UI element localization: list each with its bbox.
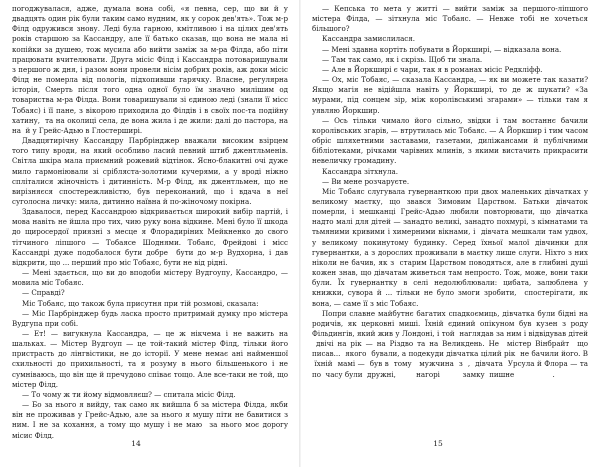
page-number-left: 14: [131, 439, 141, 448]
right-paragraph: Міс Тобаяс слугувала гувернанткою при двох маленьких дівчатках у великому маєтку, що звався Зимовим Царством. Батьки дівчаток померли, і мешканці Грейс-Адью любили повторювати, що дівчатка надто малі для дітей — занадто великі, занадто похмурі, з кімнатами та тьмяними кривими і химерними вікнами, і дівчата мешкали там удвох, у великому покинутому будинку. Серед їхньої малої дівчинки для гувернантки, а з дорослих проживали в маєтку лише слуги. Ніхто з них ніколи не бачив, як з старим Царством поводяться, але в глибині душі кожен знав, що дівчатам живеться там непросто. Тож, може, вони таки були. Їх гувернантку в селі недолюблювали: цибата, залюблена у книжки, сувора й ... тільки не було змоги зробити, спостерігати, як вона, — саме її з міс Тобаяс.: [312, 186, 588, 308]
right-page-text: [312, 4, 588, 434]
left-paragraph: — Мені здається, що ви до вподоби містеру Вудгоупу, Кассандро, — мовила міс Тобаяс.: [12, 268, 288, 288]
left-paragraph: — Бо за нього я вийду, так само як вийшла б за містера Філда, якби він не проживав у Грейс-Адью, але за нього я мушу піти не бавитися з ним. І не за кохання, а тому що мушу і не маю за нього моє дорогу місис Філд.: [12, 400, 288, 440]
left-paragraph: Міс Тобаяс, що також була присутня при тій розмові, сказала:: [22, 298, 259, 308]
left-paragraph: — Ет! — вигукнула Кассандра, — це ж нікчема і не важить на шальках. — Містер Вудгоуп — це той-такий містер Філд, тільки його пристрасть до лінгвістики, не до історії. У мене немає ані найменшої схильності до прихильності, та я розуму в нього більшенького і не сумніваюсь, що він ще й пречудово співає тощо. Але все-таки не той, що містер Філд.: [12, 329, 288, 389]
left-paragraph: — Справді?: [22, 288, 65, 298]
left-paragraph: Здавалося, перед Кассандрою відкривається широкий вибір партій, і мова навіть не йшла про тих, чию руку вона відкине. Мені було її шкода до щиросердої приязні з месце я Флорадиріних Мейкненко до свого тітчиного ліпшого — Тобаясе Шоднями. Тобаяс, Фрейдові і місс Кассандрі дуже подобалося бути добре бути до м-р Вудхорна, і дав відкрити, що ... перший про міс Тобаяс, бути не від рідні.: [12, 207, 288, 267]
right-paragraph: — Але в Йоркширі є чари, так я в романах місіс Редкліфф.: [322, 64, 543, 74]
left-paragraph: погоджувалася, адже, думала вона собі, «я певна, сер, що ви й у двадцять один рік були таким само нудним, як у сорок дев'ять». Тож м-р Філд одружився знову. Леді була гарною, кмітливою і на цілих дев'ять років старшою за Кассандру, але її батько сказав, що вона не мала ні копійки за душею, тож мусила або вийти заміж за м-ра Філда, або піти працювати вчителювати. Друга місіс Філд і Кассандра потоваришували з першого ж дня, і разом вони провели вісім добрих років, аж доки місіс Філд не померла від пологів, підхопивши гарячку. Власне, регулярна історія, Смерть після того одна одної було їм значно милішим од товариства м-ра Філда. Вони товаришували зі єдиною леді (знали її місс Тобаяс) і її пане, з вікорою приходила до Філдів і в своїх пос-та подійну хатину, та на околиці села, де вона жила і де жили: далі до пастора, на на й у Грейс-Адью в Глостерширі.: [12, 4, 288, 135]
right-paragraph: — Кепська то мета у житті — вийти заміж за першого-ліпшого містера Філда, — зітхнула міс Тобаяс. — Невже тобі не хочеться більшого?: [312, 4, 588, 34]
right-paragraph: Кассандра замислилася.: [322, 34, 416, 44]
book-gutter: [299, 0, 301, 467]
right-paragraph: Кассандра зітхнула.: [322, 166, 398, 176]
left-paragraph: — Міс Парбрінджер будь ласка просто притримай думку про містера Вудгупа при собі.: [12, 308, 288, 328]
right-paragraph: — Мені здавна кортіть побувати в Йоркширі, — відказала вона.: [322, 44, 562, 54]
page-number-right: 15: [433, 439, 443, 448]
right-paragraph: Попри славне майбутнє багатих спадкоємиць, дівчатка були бідні на родичів, як церковні миші. Їхній єдиний опікуном був кузен з роду Фільдингів, який жив у Лондоні, і той наглядав за ним і відвідував дітей двічі на рік — на Різдво та на Великдень. Не містер Вінбрайт що писав... якого бували, а подекуди дівчатка цілий рік не бачили його. В їхній мамі — був в тому мужчина з , дівчата Урсула й Флора — та по часу були дружні, нагорі замку пишне .: [312, 308, 588, 379]
left-paragraph: Двадцятирічну Кассандру Парбрінджер вважали високим взірцем того типу вроди, на який особливо ласий певний штиб джентльменів. Світла шкіра мала приємний рожевий відтінок. Ясно-блакитні очі дуже мило гармоніювали зі срібляста-золотими кучерями, а у вроді ніжно спліталися жіночність і дитинність. М-р Філд, як джентльмен, що не вирізняєся спостережливістю, був переконаний, що і вдача в неї суголосна личку: мила, дитинно наївна й по-жіночому покірна.: [12, 136, 288, 206]
left-paragraph: — То чому ж ти йому відмовляєш? — спитала місіс Філд.: [22, 389, 236, 399]
right-paragraph: — Ох, міс Тобаяс, — сказала Кассандра, — як ви можете так казати? Якщо магія не відійшла навіть у Йоркширі, то де ж шукати? «За мурами, під сонцем зір, між королівськимі згарами» — тільки там я уявляю Йоркшир.: [312, 75, 588, 115]
right-paragraph: — Ви мене розчаруєте.: [322, 176, 410, 186]
right-paragraph: — Там так само, як і скрізь. Щоб ти знала.: [322, 54, 483, 64]
right-paragraph: — Ось тільки чимало його сільно, звідки і там востаннє бачили королівських згарів, — втрутилась міс Тобаяс. — А Йоркшир і тим часом обріс шляхетними заставами, газетами, диліжансами й публічними бібліотеками, річками чарівних млинів, з якими вистачить прикрасити невеличку громадину.: [312, 115, 588, 166]
left-page-text: [12, 4, 288, 440]
